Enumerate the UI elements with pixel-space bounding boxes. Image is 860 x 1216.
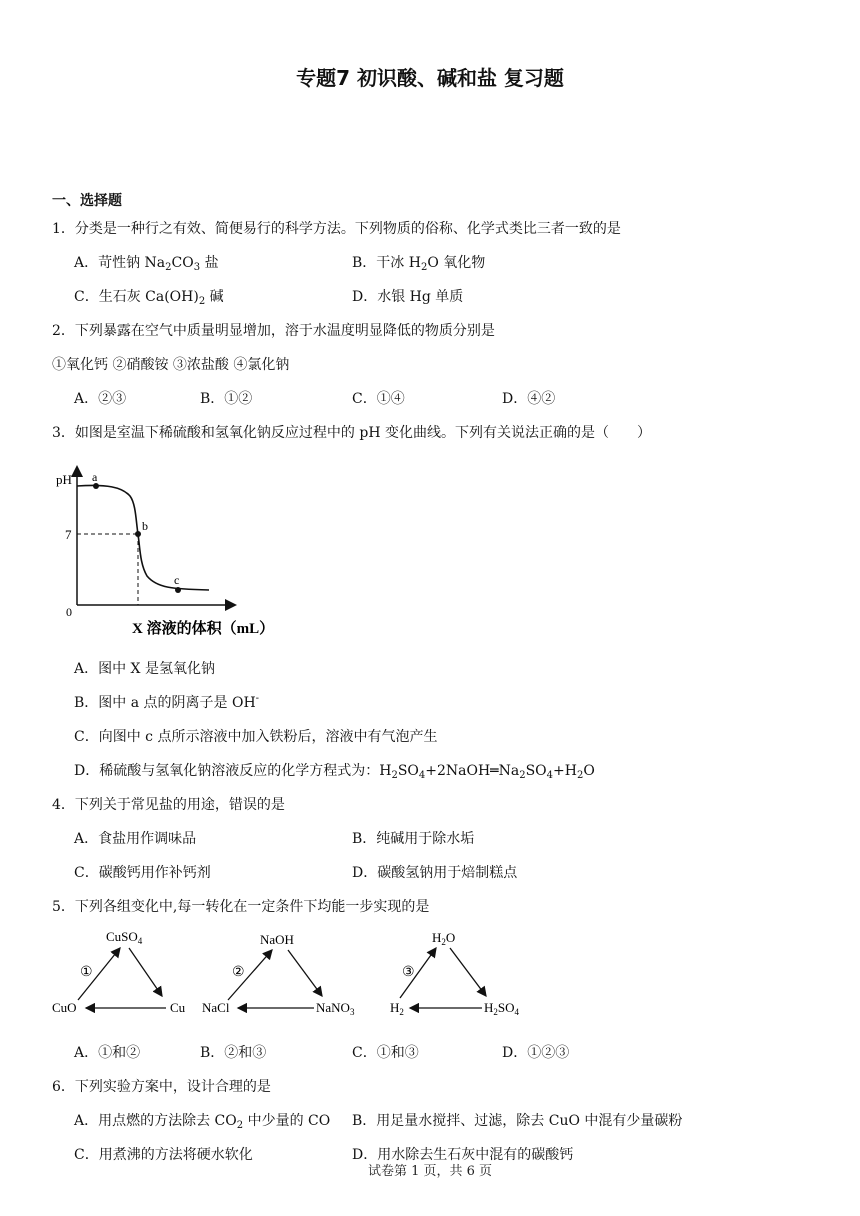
d3-left: $H_2$ <box>390 1000 404 1017</box>
d1-right: Cu <box>170 1000 186 1015</box>
origin-label: 0 <box>66 605 72 619</box>
point-a-label: a <box>92 470 98 484</box>
q4-option-d: D．碳酸氢钠用于焙制糕点 <box>352 865 518 881</box>
q1-option-c: C．生石灰 $Ca(OH)_2$ 碱 <box>74 289 224 307</box>
y-axis-label: pH <box>56 472 72 487</box>
point-b <box>135 531 141 537</box>
diagram-3 <box>390 930 520 1017</box>
question-5-stem: 5．下列各组变化中,每一转化在一定条件下均能一步实现的是 <box>52 899 430 915</box>
q5-option-b: B．②和③ <box>200 1045 267 1061</box>
diagram-2 <box>202 932 355 1017</box>
d2-top: NaOH <box>260 932 294 947</box>
q3-option-c: C．向图中 c 点所示溶液中加入铁粉后，溶液中有气泡产生 <box>74 729 438 745</box>
q2-option-d: D．④② <box>502 391 556 407</box>
q3-option-a: A．图中 X 是氢氧化钠 <box>74 661 215 677</box>
y-tick-7: 7 <box>65 527 72 542</box>
conversion-diagrams <box>44 924 544 1024</box>
q4-option-c: C．碳酸钙用作补钙剂 <box>74 865 211 881</box>
point-b-label: b <box>142 519 148 533</box>
q4-option-b: B．纯碱用于除水垢 <box>352 831 475 847</box>
q6-option-b: B．用足量水搅拌、过滤，除去 CuO 中混有少量碳粉 <box>352 1113 683 1129</box>
ph-curve <box>77 485 209 590</box>
q6-option-d: D．用水除去生石灰中混有的碳酸钙 <box>352 1147 574 1163</box>
d2-right: NaNO$_3$ <box>316 1000 355 1017</box>
q3-option-b: B．图中 a 点的阴离子是 OH- <box>74 693 260 711</box>
page-title: 专题7 初识酸、碱和盐 复习题 <box>296 66 564 90</box>
q1-option-b: B．干冰 $H_2O$ 氧化物 <box>352 255 486 273</box>
point-c <box>175 587 181 593</box>
q1-option-d: D．水银 Hg 单质 <box>352 289 464 305</box>
question-2-stem: 2．下列暴露在空气中质量明显增加，溶于水温度明显降低的物质分别是 <box>52 323 495 339</box>
d1-left: CuO <box>52 1000 77 1015</box>
question-6-stem: 6．下列实验方案中，设计合理的是 <box>52 1079 271 1095</box>
q5-option-d: D．①②③ <box>502 1045 570 1061</box>
section-heading: 一、选择题 <box>52 193 122 209</box>
d2-left: NaCl <box>202 1000 230 1015</box>
point-c-label: c <box>174 573 180 587</box>
q2-option-c: C．①④ <box>352 391 405 407</box>
q2-option-a: A．②③ <box>74 391 127 407</box>
q5-option-c: C．①和③ <box>352 1045 419 1061</box>
question-3-stem: 3．如图是室温下稀硫酸和氢氧化钠反应过程中的 pH 变化曲线。下列有关说法正确的是（ ） <box>52 425 651 441</box>
q4-option-a: A．食盐用作调味品 <box>74 831 197 847</box>
q6-option-c: C．用煮沸的方法将硬水软化 <box>74 1147 253 1163</box>
q3-option-d: D．稀硫酸与氢氧化钠溶液反应的化学方程式为：$H_2SO_4+2NaOH═Na_2SO_4+H_2O$ <box>74 763 595 781</box>
q5-option-a: A．①和② <box>74 1045 141 1061</box>
diagram-1 <box>52 929 186 1015</box>
d3-number: ③ <box>402 965 415 980</box>
d3-top: $H_2O$ <box>432 930 456 947</box>
ph-curve-figure <box>52 460 312 645</box>
page-footer: 试卷第 1 页，共 6 页 <box>367 1164 493 1179</box>
question-4-stem: 4．下列关于常见盐的用途，错误的是 <box>52 797 285 813</box>
q2-option-b: B．①② <box>200 391 253 407</box>
x-axis-label: X 溶液的体积（mL） <box>132 621 275 637</box>
q1-option-a: A．苛性钠 $Na_2CO_3$ 盐 <box>74 255 219 273</box>
d2-number: ② <box>232 965 245 980</box>
question-2-substances: ①氧化钙 ②硝酸铵 ③浓盐酸 ④氯化钠 <box>52 357 290 373</box>
d1-top: CuSO$_4$ <box>106 929 143 946</box>
d1-number: ① <box>80 965 93 980</box>
q6-option-a: A．用点燃的方法除去 $CO_2$ 中少量的 CO <box>74 1113 331 1131</box>
d3-right: $H_2SO_4$ <box>484 1000 520 1017</box>
question-1-stem: 1．分类是一种行之有效、简便易行的科学方法。下列物质的俗称、化学式类比三者一致的是 <box>52 221 621 237</box>
